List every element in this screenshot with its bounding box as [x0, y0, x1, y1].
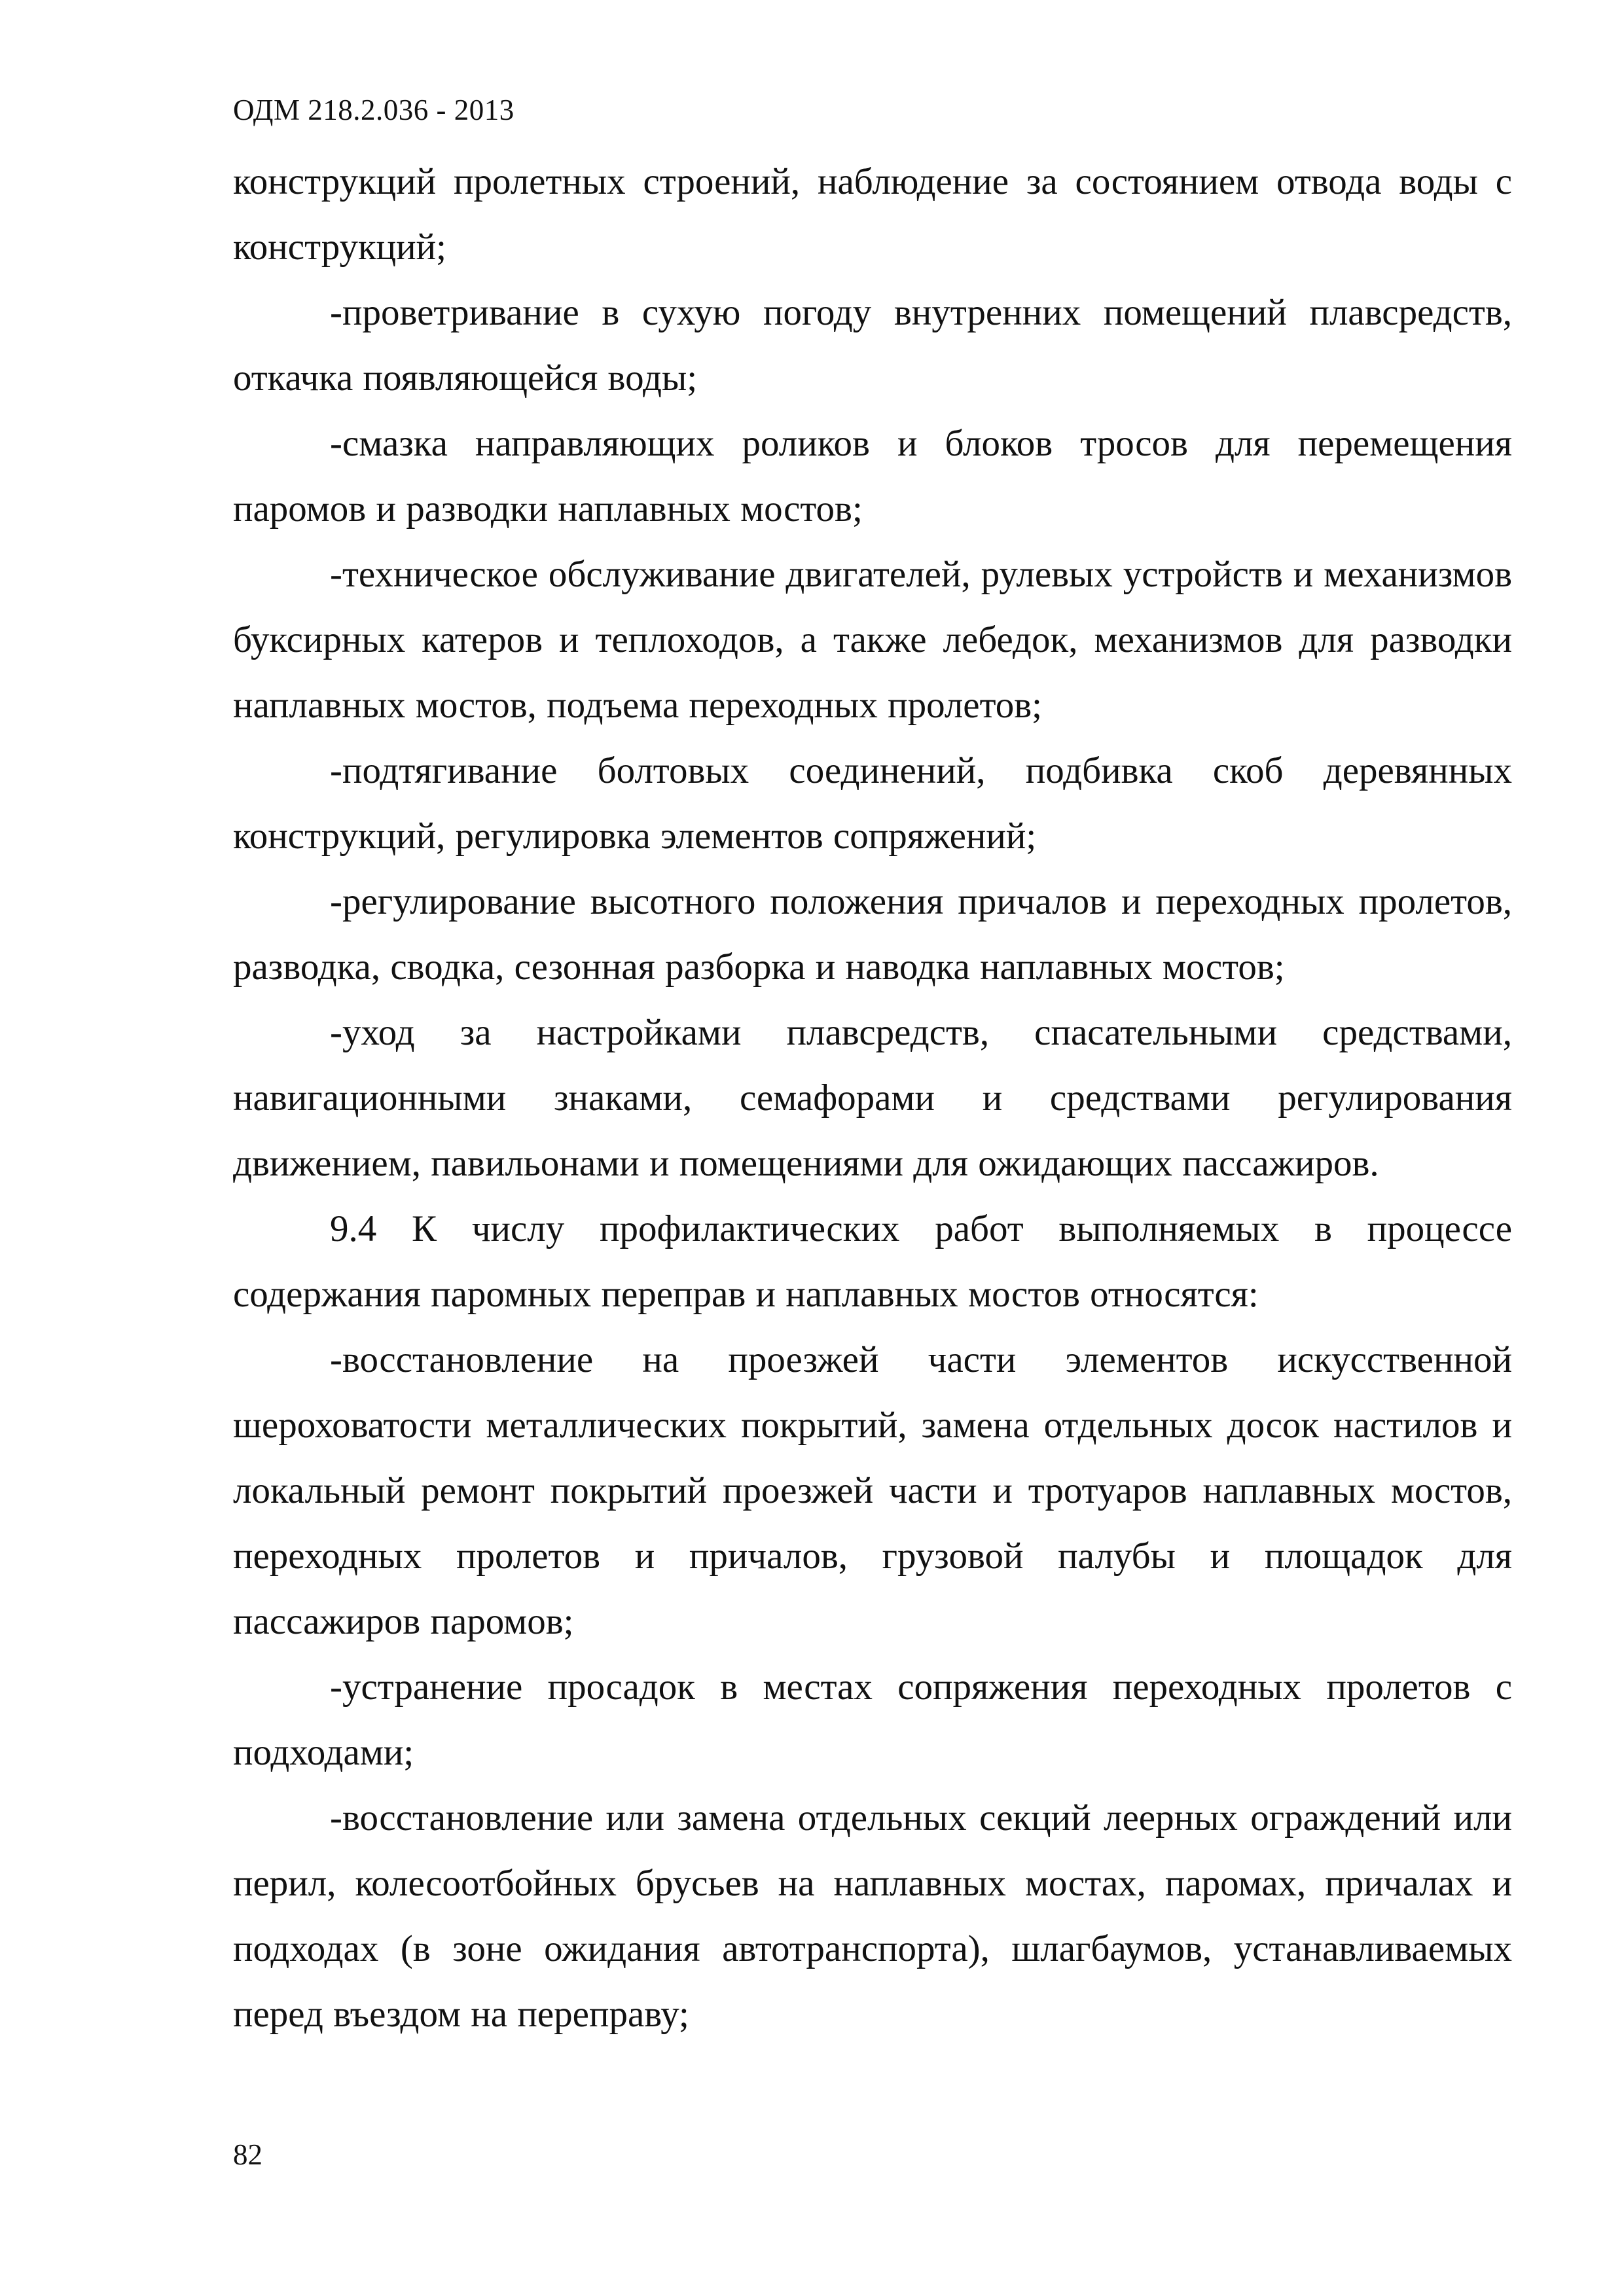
document-body [233, 149, 1512, 2047]
paragraph-engine-maintenance: -техническое обслуживание двигателей, рулевых устройств и механизмов буксирных катеров и теплоходов, а также лебедок, механизмов для разводки наплавных мостов, подъема переходных пролетов; [233, 554, 1512, 726]
page-number: 82 [233, 2138, 262, 2171]
document-code-header: ОДМ 218.2.036 - 2013 [233, 94, 514, 126]
paragraph-surface-restoration: -восстановление на проезжей части элементов искусственной шероховатости металлических покрытий, замена отдельных досок настилов и локальный ремонт покрытий проезжей части и тротуаров наплавных мостов, переходных пролетов и причалов, грузовой палубы и площадок для пассажиров паромов; [233, 1339, 1512, 1642]
paragraph-bolt-tightening: -подтягивание болтовых соединений, подбивка скоб деревянных конструкций, регулировка элементов сопряжений; [233, 750, 1512, 857]
paragraph-lubrication: -смазка направляющих роликов и блоков тросов для перемещения паромов и разводки наплавных мостов; [233, 423, 1512, 529]
paragraph-ventilation: -проветривание в сухую погоду внутренних помещений плавсредств, откачка появляющейся воды; [233, 292, 1512, 399]
paragraph-section-9-4: 9.4 К числу профилактических работ выполняемых в процессе содержания паромных переправ и наплавных мостов относятся: [233, 1208, 1512, 1315]
paragraph-height-regulation: -регулирование высотного положения причалов и переходных пролетов, разводка, сводка, сезонная разборка и наводка наплавных мостов; [233, 881, 1512, 988]
paragraph-railing-restoration: -восстановление или замена отдельных секций леерных ограждений или перил, колесоотбойных брусьев на наплавных мостах, паромах, причалах и подходах (в зоне ожидания автотранспорта), шлагбаумов, устанавливаемых перед въездом на переправу; [233, 1797, 1512, 2035]
paragraph-continuation: конструкций пролетных строений, наблюдение за состоянием отвода воды с конструкций; [233, 161, 1512, 268]
paragraph-subsidence-removal: -устранение просадок в местах сопряжения переходных пролетов с подходами; [233, 1666, 1512, 1773]
paragraph-equipment-care: -уход за настройками плавсредств, спасательными средствами, навигационными знаками, семафорами и средствами регулирования движением, павильонами и помещениями для ожидающих пассажиров. [233, 1012, 1512, 1184]
